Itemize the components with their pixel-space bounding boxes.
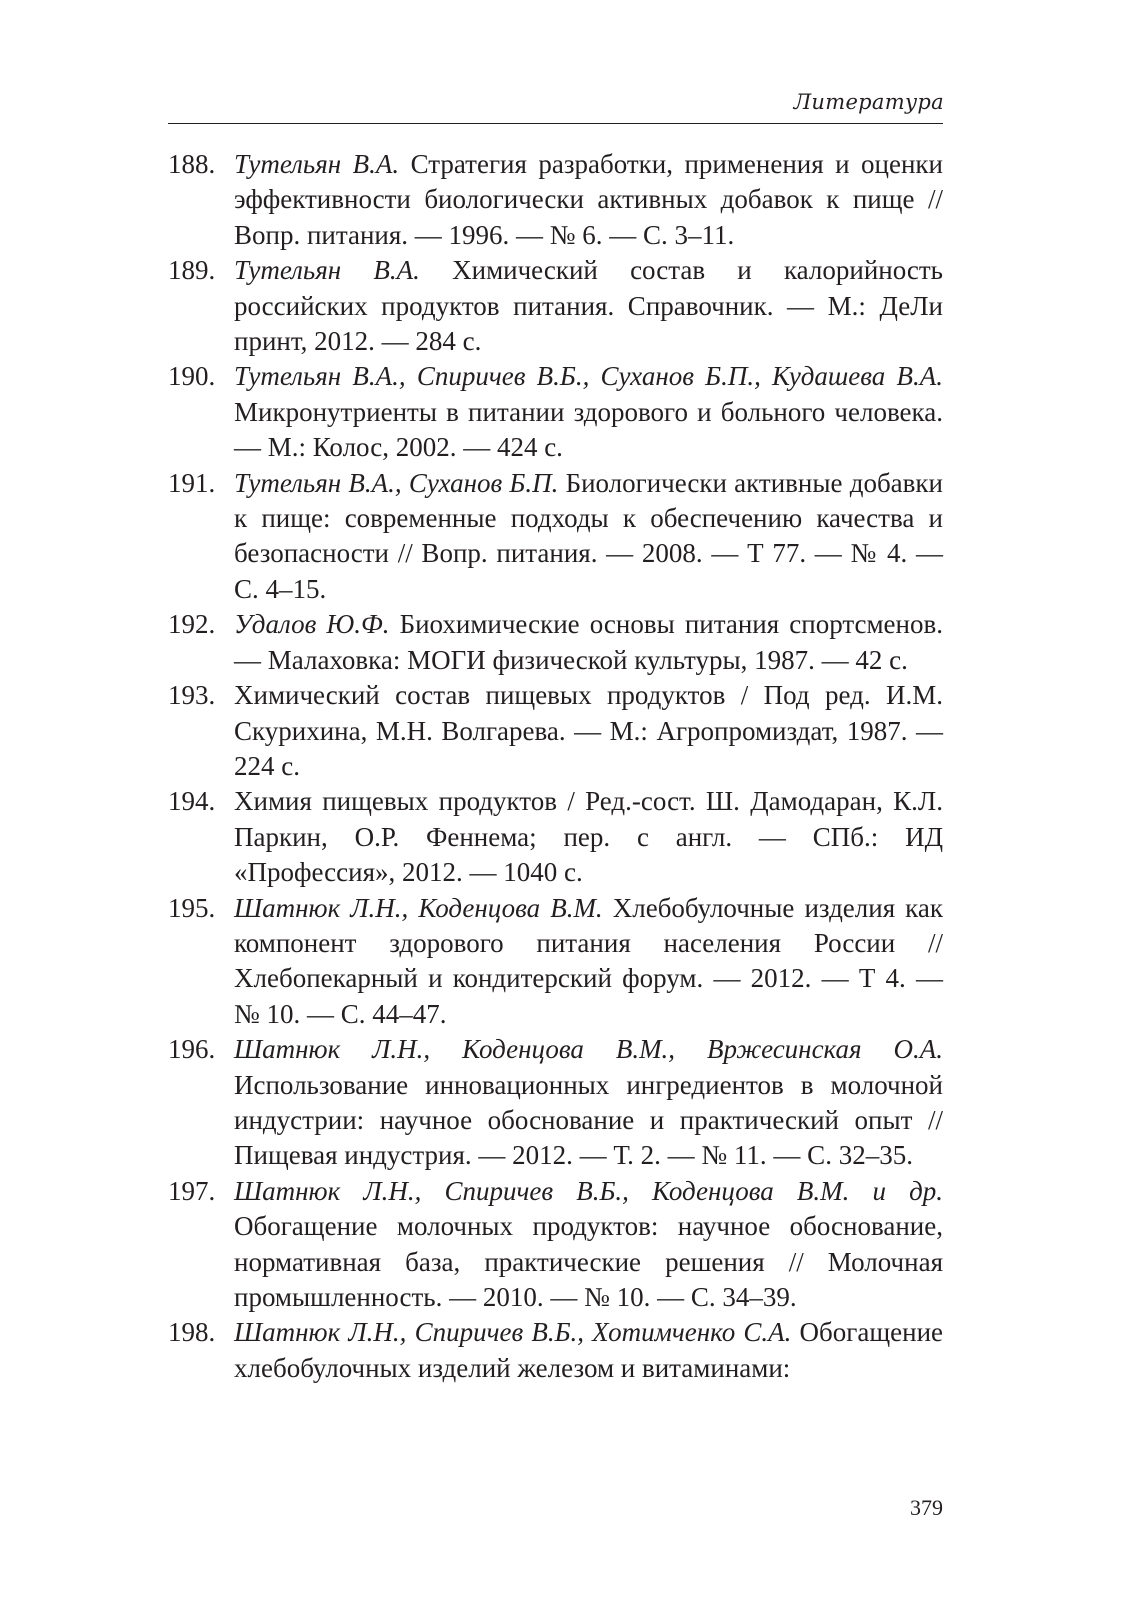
reference-item: [168, 147, 943, 253]
reference-text: Микронутриенты в питании здорового и больного человека. — М.: Колос, 2002. — 424 с.: [234, 396, 943, 463]
reference-number: 189.: [168, 255, 216, 286]
reference-number: 196.: [168, 1034, 216, 1065]
reference-number: 198.: [168, 1317, 216, 1348]
reference-list: [168, 147, 943, 1386]
reference-text: Хлебобулочные изделия как компонент здорового питания населения России // Хлебопекарный и кондитерский форум. — 2012. — Т 4. — № 10. — С. 44–47.: [234, 892, 943, 1029]
running-head: Литература: [793, 90, 944, 114]
reference-item: [168, 1315, 943, 1386]
reference-authors: Тутельян В.А., Спиричев В.Б., Суханов Б.П., Кудашева В.А.: [234, 361, 943, 392]
reference-authors: Шатнюк Л.Н., Спиричев В.Б., Хотимченко С.А.: [234, 1317, 792, 1348]
reference-number: 197.: [168, 1175, 216, 1206]
reference-item: [168, 1174, 943, 1316]
reference-item: [168, 678, 943, 784]
reference-number: 188.: [168, 149, 216, 179]
reference-authors: Удалов Ю.Ф.: [234, 609, 390, 640]
reference-item: [168, 607, 943, 678]
reference-number: 190.: [168, 361, 216, 392]
reference-text: Биохимические основы питания спортсменов. — Малаховка: МОГИ физической культуры, 1987. — 42 с.: [234, 609, 943, 675]
reference-authors: Тутельян В.А.: [234, 149, 400, 179]
reference-authors: Тутельян В.А.: [234, 255, 420, 286]
reference-number: 194.: [168, 786, 216, 817]
reference-authors: Шатнюк Л.Н., Спиричев В.Б., Коденцова В.М. и др.: [234, 1175, 943, 1206]
reference-text: Химический состав пищевых продуктов / Под ред. И.М. Скурихина, М.Н. Волгарева. — М.: Агропромиздат, 1987. — 224 с.: [234, 680, 943, 781]
reference-item: [168, 253, 943, 359]
reference-authors: Шатнюк Л.Н., Коденцова В.М., Вржесинская О.А.: [234, 1034, 943, 1065]
reference-number: 192.: [168, 609, 216, 640]
reference-text: Стратегия разработки, применения и оценки эффективности биологически активных добавок к пище // Вопр. питания. — 1996. — № 6. — С. 3–11.: [234, 149, 943, 250]
reference-text: Химический состав и калорийность российских продуктов питания. Справочник. — М.: ДеЛи принт, 2012. — 284 с.: [234, 255, 943, 357]
reference-text: Использование инновационных ингредиентов в молочной индустрии: научное обоснование и практический опыт // Пищевая индустрия. — 2012. — Т. 2. — № 11. — С. 32–35.: [234, 1069, 943, 1171]
reference-text: Обогащение хлебобулочных изделий железом и витаминами:: [234, 1317, 944, 1383]
reference-item: [168, 784, 943, 890]
reference-authors: Тутельян В.А., Суханов Б.П.: [234, 467, 559, 498]
reference-item: [168, 359, 943, 465]
reference-item: [168, 1032, 943, 1174]
reference-number: 195.: [168, 892, 216, 923]
reference-number: 193.: [168, 680, 216, 711]
reference-text: Обогащение молочных продуктов: научное обоснование, нормативная база, практические решения // Молочная промышленность. — 2010. — № 10. — С. 34–39.: [234, 1211, 943, 1312]
reference-item: [168, 466, 943, 608]
reference-number: 191.: [168, 467, 216, 498]
page-number: 379: [910, 1495, 943, 1520]
header-rule: [168, 123, 943, 124]
reference-text: Химия пищевых продуктов / Ред.-сост. Ш. Дамодаран, К.Л. Паркин, О.Р. Феннема; пер. с англ. — СПб.: ИД «Профессия», 2012. — 1040 с.: [234, 786, 943, 888]
reference-authors: Шатнюк Л.Н., Коденцова В.М.: [234, 892, 603, 923]
reference-item: [168, 891, 943, 1033]
reference-text: Биологически активные добавки к пище: современные подходы к обеспечению качества и безопасности // Вопр. питания. — 2008. — Т 77. — № 4. — С. 4–15.: [234, 467, 943, 604]
